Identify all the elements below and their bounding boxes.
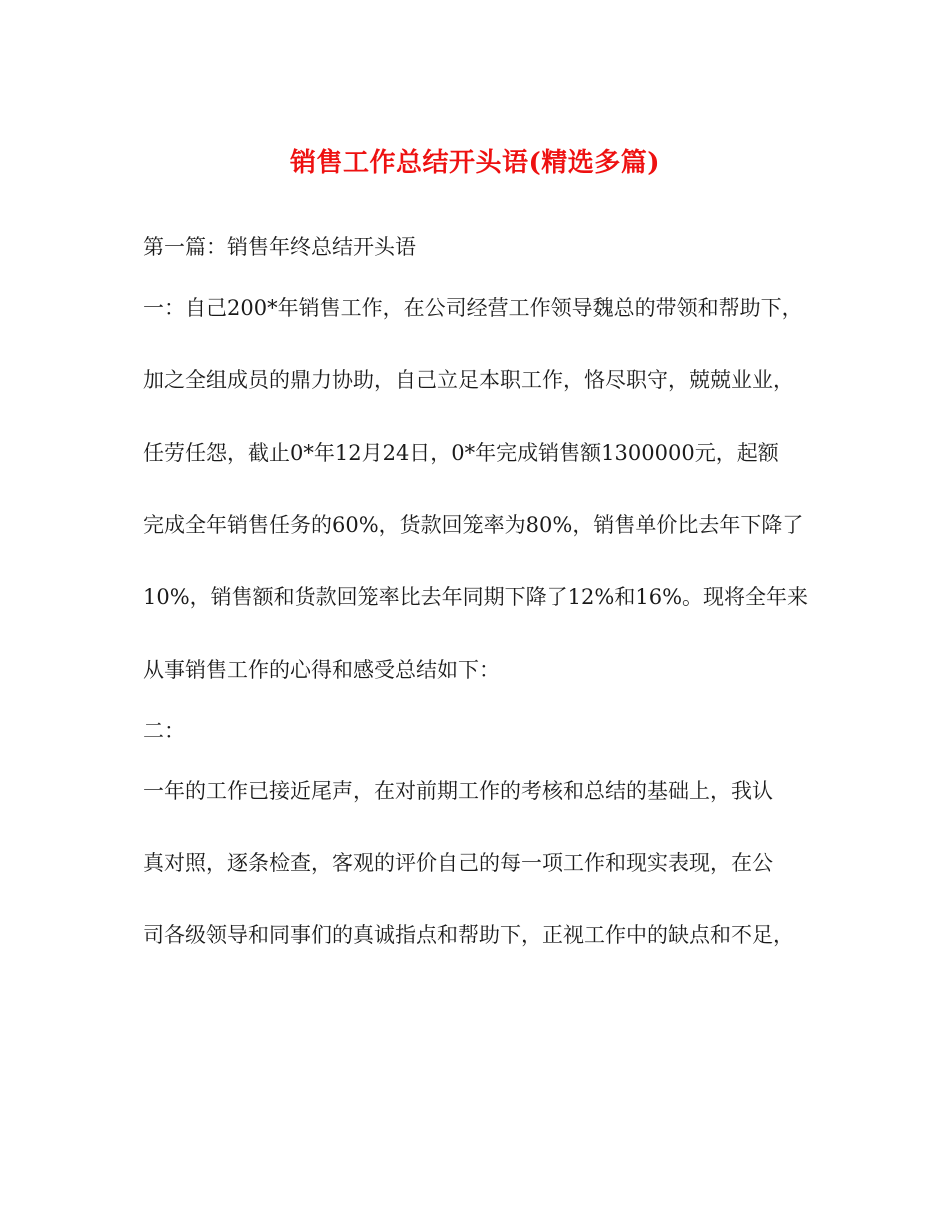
paragraph-line: 真对照，逐条检查，客观的评价自己的每一项工作和现实表现，在公 xyxy=(143,851,773,875)
paragraph-line: 司各级领导和同事们的真诚指点和帮助下，正视工作中的缺点和不足， xyxy=(143,923,794,947)
paragraph-line: 10%，销售额和货款回笼率比去年同期下降了12%和16%。现将全年来 xyxy=(143,585,809,609)
paragraph-line: 完成全年销售任务的60%，货款回笼率为80%，销售单价比去年下降了 xyxy=(143,513,804,537)
section-heading: 第一篇：销售年终总结开头语 xyxy=(143,235,416,259)
paragraph-line: 一：自己200*年销售工作，在公司经营工作领导魏总的带领和帮助下， xyxy=(143,296,803,320)
paragraph-line: 任劳任怨，截止0*年12月24日，0*年完成销售额1300000元，起额 xyxy=(143,441,779,465)
section-marker: 二： xyxy=(143,719,185,743)
paragraph-line: 加之全组成员的鼎力协助，自己立足本职工作，恪尽职守，兢兢业业， xyxy=(143,368,794,392)
paragraph-line: 从事销售工作的心得和感受总结如下： xyxy=(143,658,500,682)
document-title: 销售工作总结开头语(精选多篇) xyxy=(289,148,661,178)
paragraph-line: 一年的工作已接近尾声，在对前期工作的考核和总结的基础上，我认 xyxy=(143,779,773,803)
